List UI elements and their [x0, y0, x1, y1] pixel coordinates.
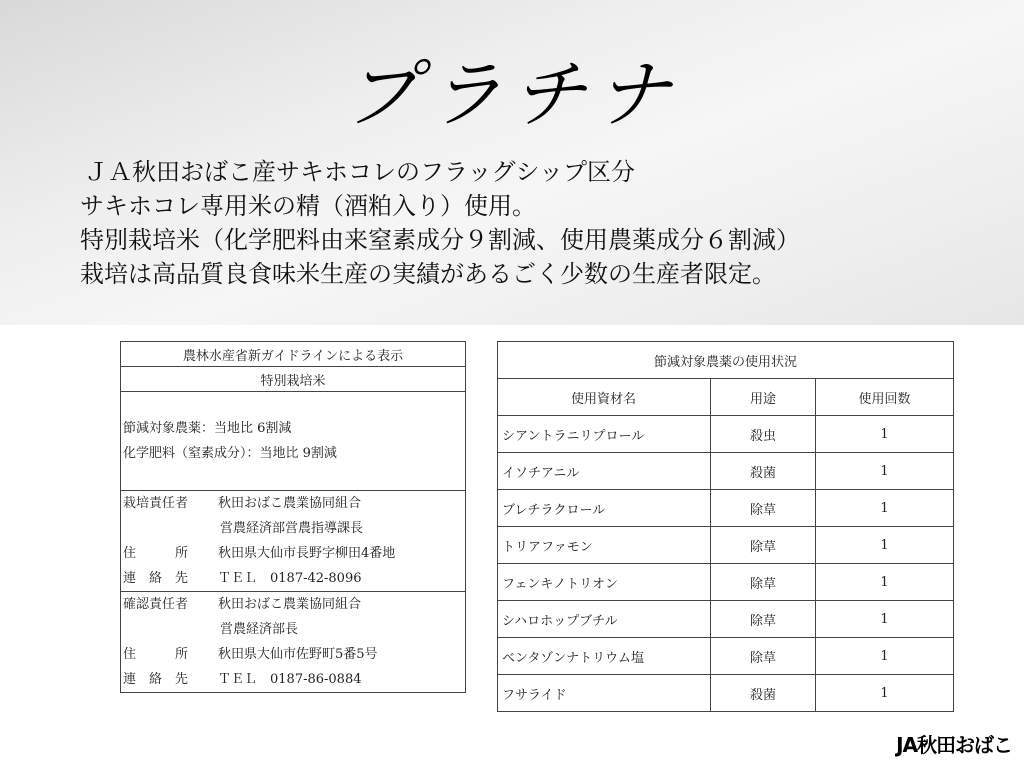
- intro-line-4: 栽培は高品質良食味米生産の実績があるごく少数の生産者限定。: [80, 260, 776, 288]
- material-count: 1: [816, 601, 954, 638]
- ja-akita-obako-logo: JA秋田おばこ: [896, 733, 1012, 757]
- material-count: 1: [816, 490, 954, 527]
- table-row: [498, 416, 954, 453]
- material-count: 1: [816, 527, 954, 564]
- material-name: フサライド: [498, 675, 711, 712]
- intro-line-1: ＪＡ秋田おばこ産サキホコレのフラッグシップ区分: [84, 158, 636, 186]
- labeling-table-subheader: 特別栽培米: [121, 367, 466, 392]
- material-name: シアントラニリプロール: [498, 416, 711, 453]
- cultivation-contact-label: 連 絡 先: [123, 571, 189, 586]
- material-use: 除草: [711, 490, 816, 527]
- pesticide-table-title: 節減対象農薬の使用状況: [498, 342, 954, 379]
- material-name: フェンキノトリオン: [498, 564, 711, 601]
- pesticide-usage-table: [497, 341, 954, 712]
- material-count: 1: [816, 453, 954, 490]
- material-count: 1: [816, 416, 954, 453]
- confirmation-tel: ＴＥＬ 0187-86-0884: [218, 672, 362, 687]
- column-header-count: 使用回数: [816, 379, 954, 416]
- column-header-use: 用途: [711, 379, 816, 416]
- table-row: [498, 638, 954, 675]
- column-header-material: 使用資材名: [498, 379, 711, 416]
- material-use: 除草: [711, 601, 816, 638]
- material-use: 除草: [711, 638, 816, 675]
- material-count: 1: [816, 638, 954, 675]
- confirmation-dept: 営農経済部長: [220, 622, 299, 637]
- confirmation-responsible-cell: [121, 592, 466, 693]
- confirmation-contact-label: 連 絡 先: [123, 672, 189, 687]
- cultivation-tel: ＴＥＬ 0187-42-8096: [218, 571, 362, 586]
- table-row: [498, 564, 954, 601]
- fertilizer-reduction: 化学肥料（窒素成分）：当地比 9割減: [123, 446, 337, 461]
- material-name: シハロホップブチル: [498, 601, 711, 638]
- confirmation-address-label: 住 所: [123, 647, 189, 662]
- material-use: 殺菌: [711, 675, 816, 712]
- material-count: 1: [816, 675, 954, 712]
- table-row: [498, 527, 954, 564]
- intro-text: [80, 155, 1000, 291]
- intro-line-2: サキホコレ専用米の精（酒粕入り）使用。: [80, 192, 536, 220]
- intro-line-3: 特別栽培米（化学肥料由来窒素成分９割減、使用農薬成分６割減）: [80, 226, 800, 254]
- material-use: 殺菌: [711, 453, 816, 490]
- labeling-table-header: 農林水産省新ガイドラインによる表示: [121, 342, 466, 367]
- pesticide-reduction: 節減対象農薬：当地比 6割減: [123, 421, 292, 436]
- cultivation-label: 栽培責任者: [123, 496, 189, 511]
- material-use: 殺虫: [711, 416, 816, 453]
- cultivation-org: 秋田おばこ農業協同組合: [218, 496, 362, 511]
- confirmation-address: 秋田県大仙市佐野町5番5号: [218, 647, 378, 662]
- page-title: プラチナ: [344, 52, 680, 138]
- table-row: [498, 490, 954, 527]
- material-name: イソチアニル: [498, 453, 711, 490]
- material-count: 1: [816, 564, 954, 601]
- confirmation-org: 秋田おばこ農業協同組合: [218, 597, 362, 612]
- cultivation-address-label: 住 所: [123, 546, 189, 561]
- table-row: [498, 601, 954, 638]
- material-name: トリアファモン: [498, 527, 711, 564]
- cultivation-responsible-cell: [121, 491, 466, 592]
- reduction-cell: [121, 392, 466, 491]
- material-name: ブレチラクロール: [498, 490, 711, 527]
- cultivation-dept: 営農経済部営農指導課長: [220, 521, 364, 536]
- table-row: [498, 453, 954, 490]
- table-row: [498, 675, 954, 712]
- confirmation-label: 確認責任者: [123, 597, 189, 612]
- material-use: 除草: [711, 564, 816, 601]
- labeling-table: [120, 341, 466, 693]
- material-use: 除草: [711, 527, 816, 564]
- material-name: ベンタゾンナトリウム塩: [498, 638, 711, 675]
- cultivation-address: 秋田県大仙市長野字柳田4番地: [218, 546, 396, 561]
